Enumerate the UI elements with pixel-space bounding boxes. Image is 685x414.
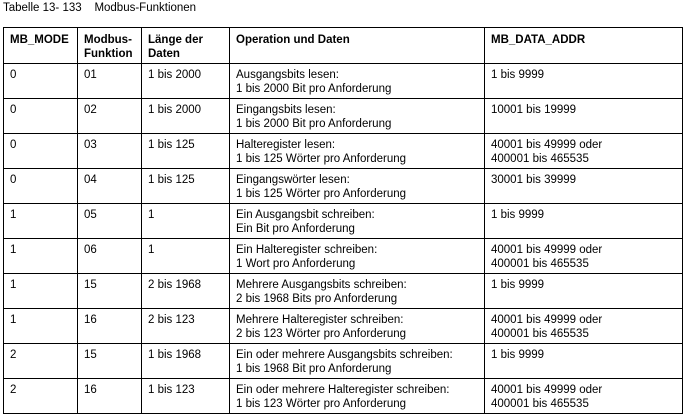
cell-text: Mehrere Ausgangsbits schreiben: [236,279,407,291]
header-line: MB_DATA_ADDR [491,34,586,46]
cell-text: Ein Ausgangsbit schreiben: [236,209,375,221]
cell-text: 1 [10,279,17,291]
cell-modbus-funktion [78,99,142,134]
cell-operation-und-daten [230,204,485,239]
cell-text: 1 bis 9999 [491,209,545,221]
cell-laenge-der-daten [142,309,230,344]
cell-text: 1 bis 123 [148,384,195,396]
cell-mb-mode [4,64,78,99]
cell-modbus-funktion [78,379,142,414]
cell-text: 40001 bis 49999 oder [491,384,603,396]
cell-text: Ein Halteregister schreiben: [236,244,378,256]
cell-text: Mehrere Halteregister schreiben: [236,314,404,326]
cell-operation-und-daten [230,274,485,309]
cell-laenge-der-daten [142,99,230,134]
cell-modbus-funktion [78,344,142,379]
cell-mb-mode [4,204,78,239]
cell-modbus-funktion [78,64,142,99]
cell-mb-data-addr [485,204,683,239]
cell-mb-mode [4,169,78,204]
cell-text: 400001 bis 465535 [491,258,589,270]
header-mb-data-addr [485,28,683,64]
cell-mb-data-addr [485,64,683,99]
cell-text: 10001 bis 19999 [491,104,577,116]
cell-text: 06 [84,244,97,256]
cell-text: 1 bis 2000 [148,69,202,81]
cell-text: 2 bis 123 Wörter pro Anforderung [236,328,407,340]
cell-operation-und-daten [230,239,485,274]
header-line: Funktion [84,48,133,60]
cell-operation-und-daten [230,309,485,344]
table-number: Tabelle 13- 133 [3,2,82,14]
cell-mb-mode [4,274,78,309]
cell-text: 15 [84,279,97,291]
cell-modbus-funktion [78,239,142,274]
cell-text: 0 [10,174,17,186]
table-row [4,64,683,99]
cell-mb-data-addr [485,169,683,204]
cell-modbus-funktion [78,309,142,344]
cell-laenge-der-daten [142,169,230,204]
cell-text: 2 bis 1968 Bits pro Anforderung [236,293,398,305]
cell-modbus-funktion [78,204,142,239]
cell-modbus-funktion [78,169,142,204]
header-line: MB_MODE [10,34,69,46]
cell-operation-und-daten [230,169,485,204]
cell-text: 400001 bis 465535 [491,153,589,165]
modbus-functions-table [3,27,683,414]
cell-text: 1 bis 125 Wörter pro Anforderung [236,188,407,200]
cell-text: 05 [84,209,97,221]
cell-text: Ein Bit pro Anforderung [236,223,355,235]
cell-mb-mode [4,379,78,414]
header-operation-und-daten [230,28,485,64]
cell-text: 400001 bis 465535 [491,398,589,410]
header-line: Daten [148,48,180,60]
header-line: Länge der [148,34,203,46]
header-row [4,28,683,64]
cell-text: 1 [148,209,155,221]
cell-text: 2 bis 1968 [148,279,202,291]
cell-mb-data-addr [485,274,683,309]
cell-text: 30001 bis 39999 [491,174,577,186]
table-row [4,134,683,169]
cell-mb-mode [4,99,78,134]
table-row [4,344,683,379]
cell-text: 1 bis 123 Wörter pro Anforderung [236,398,407,410]
table-body [4,64,683,414]
cell-laenge-der-daten [142,344,230,379]
cell-text: 1 [10,314,17,326]
cell-laenge-der-daten [142,64,230,99]
cell-modbus-funktion [78,274,142,309]
table-row [4,99,683,134]
cell-text: 1 bis 125 [148,174,195,186]
cell-mb-data-addr [485,344,683,379]
cell-mb-data-addr [485,379,683,414]
cell-text: 1 Wort pro Anforderung [236,258,356,270]
cell-text: 40001 bis 49999 oder [491,244,603,256]
cell-text: 1 bis 2000 Bit pro Anforderung [236,118,392,130]
cell-text: 40001 bis 49999 oder [491,314,603,326]
cell-operation-und-daten [230,64,485,99]
cell-operation-und-daten [230,379,485,414]
cell-text: Ein oder mehrere Ausgangsbits schreiben: [236,349,453,361]
cell-mb-data-addr [485,99,683,134]
cell-laenge-der-daten [142,204,230,239]
cell-text: 2 [10,384,17,396]
cell-text: 0 [10,69,17,81]
cell-mb-mode [4,344,78,379]
table-header [4,28,683,64]
cell-text: 16 [84,384,97,396]
cell-text: 03 [84,139,97,151]
header-mb-mode [4,28,78,64]
header-laenge-der-daten [142,28,230,64]
cell-text: 1 bis 9999 [491,349,545,361]
cell-mb-data-addr [485,239,683,274]
cell-laenge-der-daten [142,274,230,309]
cell-mb-data-addr [485,309,683,344]
cell-laenge-der-daten [142,134,230,169]
table-row [4,379,683,414]
header-line: Modbus- [84,34,132,46]
cell-mb-mode [4,239,78,274]
cell-laenge-der-daten [142,239,230,274]
cell-text: Eingangsbits lesen: [236,104,336,116]
header-modbus-funktion [78,28,142,64]
cell-operation-und-daten [230,344,485,379]
header-line: Operation und Daten [236,34,350,46]
cell-mb-mode [4,134,78,169]
cell-text: 1 bis 9999 [491,279,545,291]
cell-text: 02 [84,104,97,116]
cell-text: 04 [84,174,97,186]
cell-text: 15 [84,349,97,361]
cell-text: 1 [10,244,17,256]
cell-text: 1 bis 1968 [148,349,202,361]
cell-text: Halteregister lesen: [236,139,336,151]
cell-operation-und-daten [230,134,485,169]
table-title: Modbus-Funktionen [94,2,197,14]
cell-text: Eingangswörter lesen: [236,174,350,186]
table-row [4,239,683,274]
cell-text: 1 bis 9999 [491,69,545,81]
cell-laenge-der-daten [142,379,230,414]
cell-text: 40001 bis 49999 oder [491,139,603,151]
cell-mb-data-addr [485,134,683,169]
cell-mb-mode [4,309,78,344]
table-row [4,274,683,309]
table-caption [3,1,196,15]
cell-text: 1 bis 125 [148,139,195,151]
cell-text: 2 [10,349,17,361]
cell-text: 16 [84,314,97,326]
cell-operation-und-daten [230,99,485,134]
cell-modbus-funktion [78,134,142,169]
cell-text: 1 [10,209,17,221]
cell-text: 0 [10,104,17,116]
table-row [4,204,683,239]
cell-text: 1 bis 125 Wörter pro Anforderung [236,153,407,165]
cell-text: 01 [84,69,97,81]
cell-text: Ein oder mehrere Halteregister schreiben: [236,384,450,396]
table-row [4,169,683,204]
cell-text: 0 [10,139,17,151]
cell-text: 1 [148,244,155,256]
cell-text: 1 bis 2000 [148,104,202,116]
cell-text: 1 bis 1968 Bit pro Anforderung [236,363,392,375]
cell-text: 400001 bis 465535 [491,328,589,340]
cell-text: 2 bis 123 [148,314,195,326]
cell-text: 1 bis 2000 Bit pro Anforderung [236,83,392,95]
cell-text: Ausgangsbits lesen: [236,69,339,81]
table-row [4,309,683,344]
